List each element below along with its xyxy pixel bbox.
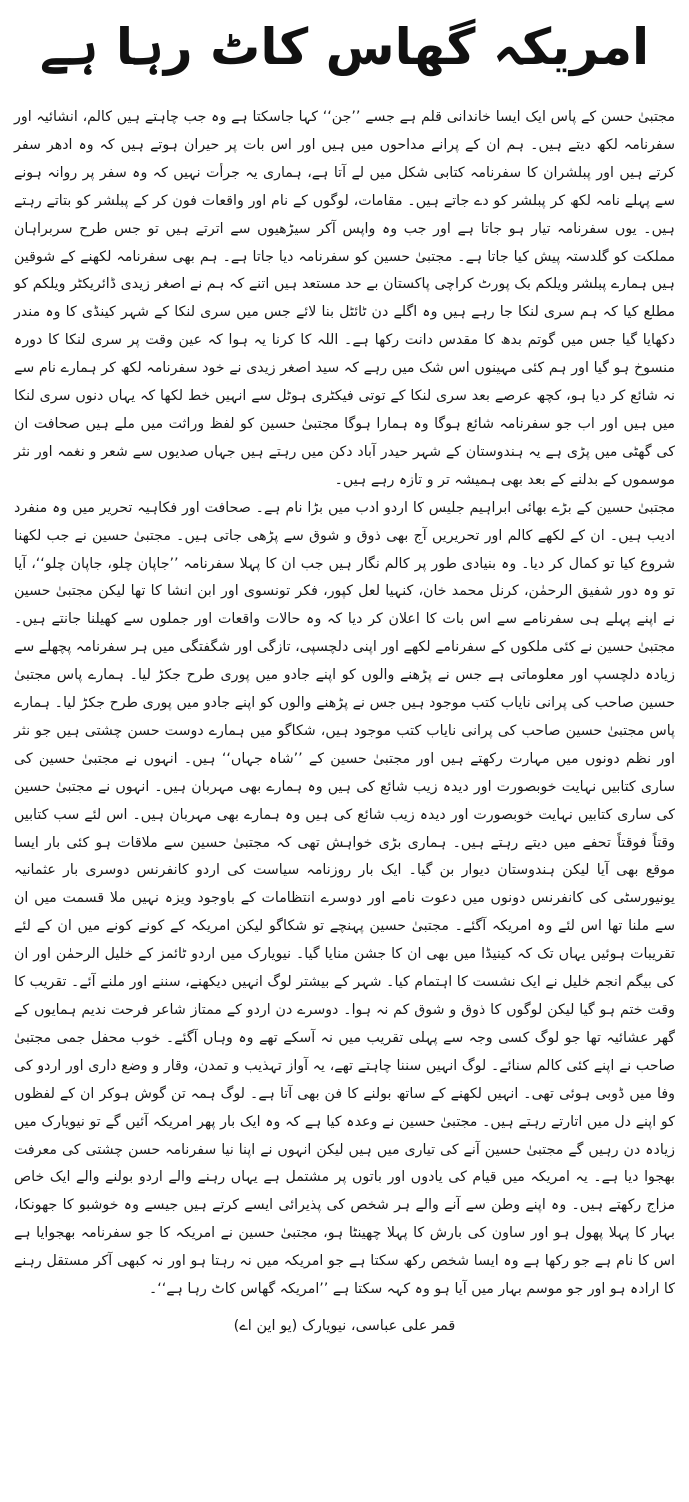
article-body bbox=[14, 104, 675, 1304]
byline: قمر علی عباسی، نیویارک (یو این اے) bbox=[233, 1317, 456, 1334]
paragraph: مجتبیٰ حسین کے بڑے بھائی ابراہیم جلیس کا اردو ادب میں بڑا نام ہے۔ صحافت اور فکاہیہ تحریر میں وہ منفرد ادیب ہیں۔ ان کے لکھے کالم اور تحریریں آج بھی ذوق و شوق سے پڑھی جاتی ہیں۔ مجتبیٰ حسین نے جب لکھنا شروع کیا تو کمال کر دیا۔ وہ بنیادی طور پر کالم نگار ہیں جب ان کا پہلا سفرنامہ ’’جاپان چلو، جاپان چلو‘‘، آیا تو وہ دور شفیق الرحمٰن، کرنل محمد خان، کنہیا لعل کپور، فکر تونسوی اور ابن انشا کا تھا لیکن مجتبیٰ حسین نے اپنے پہلے ہی سفرنامے سے اس بات کا اعلان کر دیا کہ وہ حالات واقعات اور جملوں سے کھیلنا جانتے ہیں۔ مجتبیٰ حسین نے کئی ملکوں کے سفرنامے لکھے اور اپنی دلچسپی، تازگی اور شگفتگی میں ہر سفرنامہ پچھلے سے زیادہ دلچسپ اور معلوماتی ہے جس نے پڑھنے والوں کو اپنے جادو میں پوری طرح جکڑ لیا۔ ہمارے پاس مجتبیٰ حسین صاحب کی پرانی نایاب کتب موجود ہیں جس نے پڑھنے والوں کو اپنے جادو میں پوری طرح جکڑ لیا۔ ہمارے پاس مجتبیٰ حسین صاحب کی پرانی نایاب کتب موجود ہیں، شکاگو میں ہمارے دوست حسن چشتی ہیں جو نثر اور نظم دونوں میں مہارت رکھتے ہیں اور مجتبیٰ حسین کے ’’شاہ جہاں‘‘ ہیں۔ انہوں نے مجتبیٰ حسین کی ساری کتابیں نہایت خوبصورت اور دیدہ زیب شائع کی ہیں وہ ہمارے بھی مہربان ہیں۔ انہوں نے مجتبیٰ حسین کی ساری کتابیں نہایت خوبصورت اور دیدہ زیب شائع کی ہیں وہ ہمارے بھی مہربان ہیں۔ اس لئے سب کتابیں وقتاً فوقتاً تحفے میں دیتے رہتے ہیں۔ ہماری بڑی خواہش تھی کہ مجتبیٰ حسین سے ملاقات ہو کئی بار ایسا موقع بھی آیا لیکن ہندوستان دیوار بن گیا۔ ایک بار روزنامہ سیاست کی اردو کانفرنس دوسری بار عثمانیہ یونیورسٹی کی کانفرنس دونوں میں دعوت نامے اور دوسرے انتظامات کے باوجود ویزہ نہیں ملا قسمت میں ان سے ملنا تھا اس لئے وہ امریکہ آگئے۔ مجتبیٰ حسین پہنچے تو شکاگو لیکن امریکہ کے کونے کونے میں ان کے لئے تقریبات ہوئیں یہاں تک کہ کینیڈا میں بھی ان کا جشن منایا گیا۔ نیویارک میں اردو ٹائمز کے خلیل الرحمٰن اور ان کی بیگم انجم خلیل نے ایک نشست کا اہتمام کیا۔ شہر کے بیشتر لوگ انہیں دیکھنے، سننے اور ملنے آئے۔ تقریب کا وقت ختم ہو گیا لیکن لوگوں کا ذوق و شوق کم نہ ہوا۔ دوسرے دن اردو کے ممتاز شاعر فرحت ندیم ہمایوں کے گھر عشائیہ تھا جو لوگ کسی وجہ سے پہلی تقریب میں نہ آسکے تھے وہ وہاں آگئے۔ خوب محفل جمی مجتبیٰ صاحب نے اپنے کئی کالم سنائے۔ لوگ انہیں سننا چاہتے تھے، یہ آواز تہذیب و تمدن، وقار و وضع داری اور اردو کی وفا میں ڈوبی ہوئی تھی۔ انہیں لکھنے کے ساتھ بولنے کا فن بھی آتا ہے۔ لوگ ہمہ تن گوش ہوکر ان کے لفظوں کو اپنے دل میں اتارتے رہتے ہیں۔ مجتبیٰ حسین نے وعدہ کیا ہے کہ وہ ایک بار پھر امریکہ آئیں گے تو نیویارک میں زیادہ دن رہیں گے مجتبیٰ حسین آنے کی تیاری میں ہیں لیکن انہوں نے اپنا نیا سفرنامہ حسن چشتی کی معرفت بھجوا دیا ہے۔ یہ امریکہ میں قیام کی یادوں اور باتوں پر مشتمل ہے یہاں رہنے والے اردو بولنے والے ایک خاص مزاج رکھتے ہیں۔ وہ اپنے وطن سے آنے والے ہر شخص کی پذیرائی ایسے کرتے ہیں جیسے وہ خوشبو کا جھونکا، بہار کا پہلا پھول ہو اور ساون کی بارش کا پہلا چھینٹا ہو، مجتبیٰ حسین نے امریکہ کا جو سفرنامہ بھجوایا ہے اس کا نام ہے جو رکھا ہے وہ ایسا شخص رکھ سکتا ہے جو امریکہ میں نہ رہتا ہو اور نہ کبھی آکر مستقل رہنے کا ارادہ ہو اور جو موسم بہار میں آیا ہو وہ کہہ سکتا ہے ’’امریکہ گھاس کاٹ رہا ہے‘‘۔ bbox=[14, 499, 675, 1298]
paragraph: مجتبیٰ حسن کے پاس ایک ایسا خاندانی قلم ہے جسے ’’جن‘‘ کہا جاسکتا ہے وہ جب چاہتے ہیں کالم، انشائیہ اور سفرنامہ لکھ دیتے ہیں۔ ہم ان کے پرانے مداحوں میں ہیں اور اس بات پر حیران ہوتے ہیں کہ وہ ادھر سفر کرتے ہیں اور پبلشران کا سفرنامہ کتابی شکل میں لے آتا ہے، ہماری یہ جرأت نہیں کہ وہ سفر پر روانہ ہونے سے پہلے نامہ لکھ کر پبلشر کو دے جاتے ہیں۔ مقامات، لوگوں کے نام اور واقعات فون کر کے پبلشر کو بتاتے رہتے ہیں۔ یوں سفرنامہ تیار ہو جاتا ہے اور جب وہ واپس آکر سیڑھیوں سے اترتے ہیں تو جس طرح سربراہان مملکت کو گلدستہ پیش کیا جاتا ہے۔ مجتبیٰ حسین کو سفرنامہ دیا جاتا ہے۔ ہم بھی سفرنامہ لکھنے کے شوقین ہیں ہمارے پبلشر ویلکم بک پورٹ کراچی پاکستان بے حد مستعد ہیں اتنے کہ ہم نے اصغر زیدی ڈائریکٹر ویلکم کو مطلع کیا کہ ہم سری لنکا جا رہے ہیں وہ اگلے دن ٹائٹل بنا لائے جس میں سری لنکا کے شہر کینڈی کا وہ مندر دکھایا گیا جس میں گوتم بدھ کا مقدس دانت رکھا ہے۔ اللہ کا کرنا یہ ہوا کہ عین وقت پر سری لنکا کا دورہ منسوخ ہو گیا اور ہم کئی مہینوں اس شک میں رہے کہ سید اصغر زیدی نے خود سفرنامہ لکھ کر ہمارے نام سے نہ شائع کر دیا ہو، کچھ عرصے بعد سری لنکا کے توتی فیکٹری ہوٹل سے انہیں خط لکھا کہ یہاں دنوں سری لنکا میں ہیں اور اب جو سفرنامہ شائع ہوگا وہ ہمارا ہوگا مجتبیٰ حسین کو لفظ وراثت میں ملے ہیں صحافت ان کی گھٹی میں پڑی ہے یہ ہندوستان کے شہر حیدر آباد دکن میں رہتے ہیں جہاں صدیوں سے شعر و نغمہ اور نثر موسموں کے بدلنے کے بعد بھی ہمیشہ تر و تازہ رہے ہیں۔ bbox=[14, 109, 675, 488]
headline: امریکہ گھاس کاٹ رہا ہے bbox=[39, 18, 650, 76]
